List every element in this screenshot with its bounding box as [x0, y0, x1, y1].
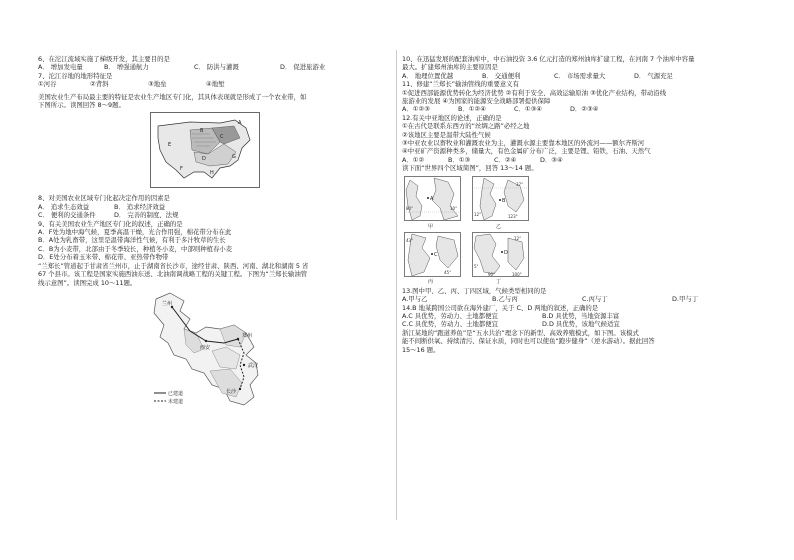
- intro-8-9-line2: 下图所示。读图回答 8～9题。: [38, 101, 125, 110]
- city-xian: 西安: [200, 344, 211, 351]
- coord-80: 80°: [406, 205, 414, 211]
- city-wuhan: 武汉: [248, 362, 259, 369]
- q10-option-a: A． 地理位置优越: [402, 71, 454, 80]
- usa-label-h: H: [210, 170, 214, 177]
- panel-bing: 丙: [428, 278, 434, 284]
- point-a: A: [430, 195, 434, 202]
- pipeline-map-svg: [150, 289, 280, 411]
- usa-map-svg: [150, 112, 260, 188]
- q11-option-b: B．①②④: [458, 105, 486, 114]
- intro-13-14: 读下面“世界四个区域简图”，回答 13～14 题。: [402, 164, 538, 173]
- q9-option-a: A．F处为地中海气候，夏季高温干燥，光合作用强，棉花带分布在此: [38, 228, 232, 237]
- q8-option-d: D． 完善的制度、法规: [114, 211, 179, 220]
- coord-5: 5°: [474, 263, 479, 269]
- q7-stem: 7、沱江谷地的地形特征是: [38, 71, 113, 80]
- coord-37: 37°: [516, 181, 524, 187]
- q8-option-c: C． 便利的交通条件: [38, 211, 96, 220]
- right-column: [402, 55, 762, 354]
- intro-10-11-line2: 67 个县市。该工程是国家实施西油东送、北油南调战略工程的关键工程。下图为“兰郑长输油管: [38, 270, 308, 279]
- q6-stem: 6、在沱江流域实施了梯级开发，其主要目的是: [38, 55, 170, 63]
- q13-option-a: A.甲与乙: [402, 295, 428, 304]
- q10-options: [402, 72, 762, 80]
- q12-line2: ②该地区主要是温带大陆性气候: [402, 130, 491, 139]
- point-c: C: [434, 251, 438, 258]
- q11-option-d: D．②③④: [570, 105, 599, 114]
- left-column: [38, 55, 393, 411]
- q7-option-3: ③地垒: [148, 80, 167, 89]
- pipeline-map: [150, 289, 280, 411]
- legend-unbuilt: 未建道: [168, 398, 184, 405]
- q12-option-c: C．②④: [494, 155, 517, 164]
- q12-line3: ③中亚农业以畜牧业和灌溉农业为主，灌溉水源主要靠本地区的外流河——额尔齐斯河: [402, 139, 645, 148]
- q11-option-c: C．①③④: [514, 105, 543, 114]
- q13-options: [402, 295, 762, 303]
- q6-option-a: A． 增加发电量: [38, 63, 83, 72]
- q11-line2: 旅游业的发展 ④为国家的能源安全战略部署提供保障: [402, 97, 551, 106]
- q12-line4: ④中亚矿产资源种类多，储量大，有色金属矿分布广泛，主要是锂、铅铁，石油、天然气: [402, 147, 651, 156]
- q8-stem: 8、对美国农业区域专门化起决定作用的因素是: [38, 194, 170, 203]
- q9-option-c: C．B为小麦带，北部由于冬季较长，种植冬小麦，中部则种植春小麦: [38, 244, 233, 253]
- q13-stem: 13.图中甲、乙、丙、丁四区域，气候类型相同的是: [402, 286, 547, 295]
- q8-options-row1: [38, 203, 393, 211]
- panel-jia: 甲: [428, 223, 434, 230]
- q7-option-4: ④地堑: [206, 80, 225, 89]
- q9-option-b: B．A处为乳畜带，这里是温带海洋性气候，有利于多汁牧草的生长: [38, 236, 226, 245]
- coord-45: 45°: [444, 269, 452, 275]
- point-d: D: [504, 249, 508, 256]
- city-zhengzhou: 郑州: [242, 332, 253, 339]
- world-regions-svg: [404, 176, 530, 284]
- q10-option-d: D． 气源充足: [634, 71, 673, 80]
- q8-option-b: B． 追求经济效益: [114, 202, 166, 211]
- q11-option-a: A．①②③: [402, 105, 430, 114]
- usa-label-b: B: [200, 128, 204, 135]
- q10-stem-line1: 10、在迅猛发展的配套油库中，中石油投资 3.6 亿元打造的郑州油库扩建工程，在河南 7 个油库中容量: [402, 55, 695, 63]
- q8-option-a: A． 追求生态效益: [38, 202, 90, 211]
- usa-label-a: A: [238, 120, 242, 127]
- q9-stem: 9、有关美国农业生产地区专门化的叙述，正确的是: [38, 219, 183, 228]
- q10-stem-line2: 最大。扩建郑州油库的主要原因是: [402, 63, 498, 72]
- world-regions-map: [404, 176, 530, 284]
- city-changsha: 长沙: [226, 388, 237, 395]
- city-lanzhou: 兰州: [162, 300, 173, 307]
- q14-option-c: C.C 具优势，劳动力、土地都便宜: [402, 320, 499, 329]
- panel-ding: 丁: [496, 278, 502, 284]
- intro-10-11-line1: “兰郑长”管道起于甘肃省兰州市，止于湖南省长沙市，途经甘肃、陕西、河南、湖北和湖南 5 省: [38, 261, 309, 270]
- intro-15-16-line1: 浙江某地的“跑道养鱼”是“五水共治”理念下的新型、高效养殖模式，如下图。该模式: [402, 328, 639, 337]
- q14-option-b: B.D 具优势，当地资源丰富: [542, 311, 620, 320]
- panel-yi: 乙: [496, 223, 502, 230]
- usa-label-f: F: [180, 166, 183, 173]
- q11-line1: ①促进西部能源优势转化为经济优势 ②有利于安全、高效运输原油 ③优化产业结构，带动沿线: [402, 88, 667, 97]
- coord-12b: 12°: [514, 235, 522, 241]
- q11-stem: 11、修建“兰郑长”输油管线的重要意义有: [402, 80, 520, 89]
- usa-agriculture-map: [150, 112, 260, 188]
- usa-label-e: E: [168, 142, 172, 149]
- q14-options-row2: [402, 320, 762, 328]
- usa-label-g: G: [232, 154, 236, 161]
- q9-option-d: D．E处分布着玉米带、棉花带、亚热带作物带: [38, 253, 169, 262]
- coord-123: 123°: [508, 213, 518, 219]
- coord-10a: 10°: [450, 205, 458, 211]
- column-divider: [396, 50, 397, 520]
- q14-option-a: A.C 具优势，劳动力、土地都便宜: [402, 311, 498, 320]
- coord-100: 100°: [512, 271, 522, 277]
- q10-option-c: C． 市场需求量大: [554, 71, 606, 80]
- q12-option-a: A．①②: [402, 155, 425, 164]
- coord-90: 90°: [488, 271, 496, 277]
- q6-option-c: C． 防洪与灌溉: [194, 63, 239, 72]
- q7-option-1: ①河谷: [38, 80, 57, 89]
- coord-43: 43°: [406, 237, 414, 243]
- q6-option-b: B． 增强通航力: [104, 63, 149, 72]
- intro-10-11-line3: 线示意图”。读图完成 10～11题。: [38, 278, 137, 287]
- q7-option-2: ②背斜: [90, 80, 109, 89]
- coord-12a: 12°: [474, 211, 482, 217]
- q12-option-d: D．③④: [540, 155, 563, 164]
- q11-options: [402, 105, 762, 113]
- point-b: B: [502, 197, 506, 204]
- q13-option-d: D.甲与丁: [672, 295, 699, 304]
- q6-options: [38, 63, 393, 71]
- q12-stem: 12.有关中亚地区的论述，正确的是: [402, 113, 502, 122]
- intro-15-16-line3: 15～16 题。: [402, 345, 440, 354]
- q8-options-row2: [38, 211, 393, 219]
- q14-option-d: D.D 具优势，该地气候适宜: [542, 320, 620, 329]
- q12-line1: ①在古代是联系东西方的“丝绸之路”必经之地: [402, 122, 530, 131]
- q6-option-d: D． 促进旅游业: [280, 63, 326, 72]
- intro-15-16-line2: 能不间断供氧、持续清污、保证水质，同时也可以使鱼“跑步健身”（逆水游动）。据此回答: [402, 337, 655, 346]
- q10-option-b: B． 交通便利: [482, 71, 521, 80]
- usa-label-d: D: [202, 156, 206, 163]
- intro-8-9-line1: 美国农业生产布局最主要的特征是农业生产地区专门化，其具体表现就是形成了一个农业带，如: [38, 92, 307, 101]
- q12-option-b: B．①③: [448, 155, 471, 164]
- usa-label-c: C: [220, 134, 224, 141]
- q13-option-c: C.丙与丁: [582, 295, 608, 304]
- q14-stem: 14.B 地某跨国公司欲在海外建厂，关于 C、D 两地的叙述，正确的是: [402, 303, 599, 312]
- legend-built: 已建道: [168, 390, 184, 397]
- q13-option-b: B.乙与丙: [492, 295, 518, 304]
- q7-options: [38, 80, 393, 88]
